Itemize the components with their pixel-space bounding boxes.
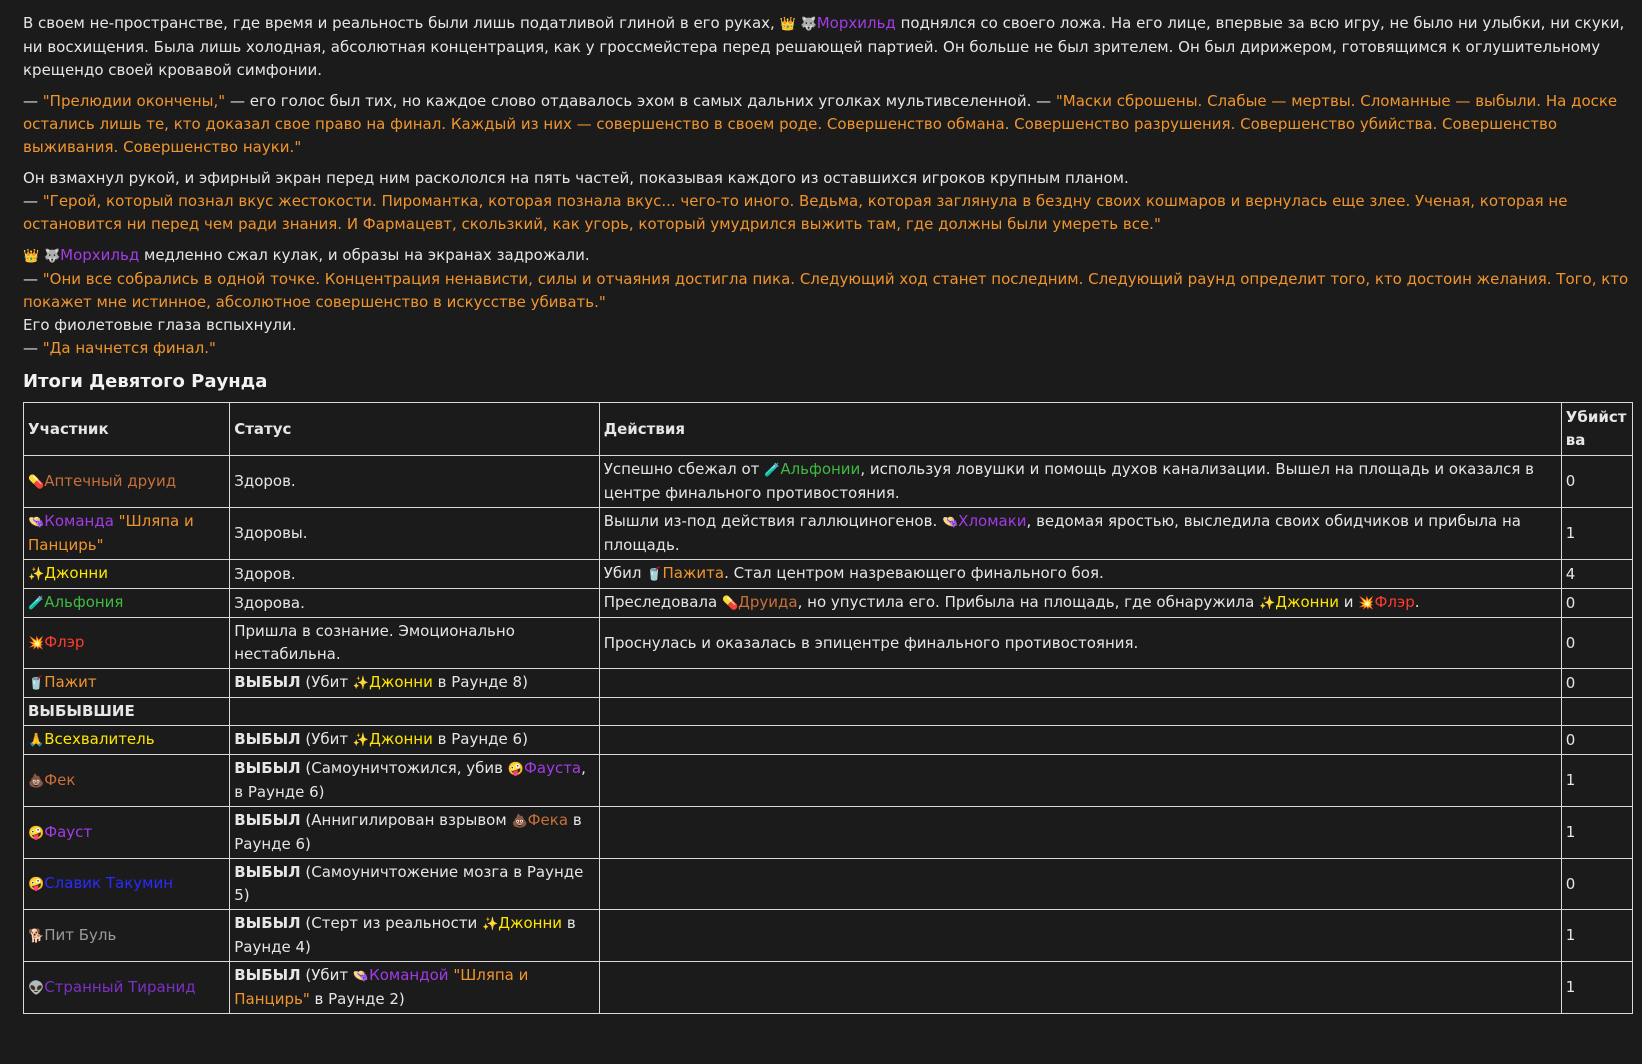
table-row (24, 560, 1633, 589)
sparkles-icon: ✨ (1259, 596, 1276, 611)
story-paragraph-6 (23, 268, 1633, 314)
table-row (24, 859, 1633, 910)
participant-name: Флэр (44, 633, 85, 651)
story-paragraph-8 (23, 337, 1633, 360)
wolf-icon: 🐺 (800, 17, 817, 32)
kills-cell: 0 (1561, 618, 1632, 669)
dash: — (23, 339, 43, 357)
story-p2-mid: — его голос был тих, но каждое слово отдавалось эхом в самых дальних уголках мультивселенной. — (225, 92, 1056, 110)
dog-icon: 🐕 (28, 928, 45, 944)
kills-cell: 1 (1561, 508, 1632, 560)
actions-cell (599, 755, 1561, 807)
table-row (24, 755, 1633, 807)
action-name: Пажита (662, 564, 725, 582)
status-text: (Убит (300, 966, 353, 984)
status-text: (Самоуничтожение мозга в Раунде 5) (234, 863, 584, 904)
action-text: Убил (603, 564, 647, 582)
cup-icon: 🥤 (646, 567, 663, 582)
participant-cell (24, 807, 230, 859)
wolf-icon: 🐺 (43, 249, 61, 264)
participant-name: Фауст (44, 822, 93, 841)
crown-icon: 👑 (23, 249, 40, 264)
praying-hands-icon: 🙏 (28, 733, 45, 748)
sparkles-icon: ✨ (482, 917, 499, 932)
story-p1-before: В своем не-пространстве, где время и реальность были лишь податливой глиной в его руках, (23, 14, 780, 32)
participant-name: Аптечный друид (44, 471, 177, 490)
quote-masks: "Маски сброшены. Слабые — мертвы. Сломанные — выбыли. На доске остались лишь те, кто доказал свое право на финал. Каждый из них — совершенство в своем роде. Совершенство обмана. Совершенство разрушения. Совершенство убийства. Совершенство выживания. Совершенство науки." (23, 92, 1618, 156)
sparkles-icon: ✨ (352, 733, 370, 748)
test-tube-icon: 🧪 (764, 463, 781, 478)
participant-cell (24, 910, 230, 962)
crown-icon: 👑 (779, 17, 796, 32)
status-cell (230, 755, 600, 807)
dash: — (23, 92, 43, 110)
status-eliminated: ВЫБЫЛ (234, 966, 301, 984)
dash: — (23, 270, 43, 288)
action-text: . (1414, 593, 1420, 611)
empty-cell (230, 698, 600, 726)
kills-cell: 4 (1561, 560, 1632, 589)
poop-icon: 💩 (28, 773, 45, 789)
participant-cell (24, 859, 230, 910)
actions-cell (599, 859, 1561, 910)
actions-cell (599, 456, 1561, 508)
story-paragraph-1 (23, 12, 1633, 82)
table-header-row (24, 403, 1633, 456)
table-row (24, 726, 1633, 755)
status-cell: Здоровы. (230, 508, 600, 560)
quote-final: "Да начнется финал." (42, 339, 216, 357)
action-name: Друида (738, 593, 798, 611)
pill-icon: 💊 (721, 596, 739, 611)
participant-name: Альфония (44, 593, 124, 611)
cup-icon: 🥤 (28, 676, 45, 691)
status-text: в Раунде 8) (432, 673, 528, 691)
participant-cell (24, 962, 230, 1014)
status-text: в Раунде 2) (309, 990, 405, 1008)
participant-name: Пит Буль (44, 925, 117, 944)
explosion-icon: 💥 (1358, 596, 1375, 611)
status-eliminated: ВЫБЫЛ (234, 914, 301, 932)
action-text: , ведомая яростью, выследила своих обидчиков и прибыла на площадь. (603, 512, 1522, 554)
story-paragraph-5 (23, 244, 1633, 268)
status-eliminated: ВЫБЫЛ (234, 673, 301, 691)
quote-preludes: "Прелюдии окончены," (42, 92, 226, 110)
participant-name: Славик Такумин (44, 874, 174, 892)
table-title: Итоги Девятого Раунда (23, 371, 268, 392)
kills-cell: 1 (1561, 807, 1632, 859)
status-eliminated: ВЫБЫЛ (234, 863, 301, 881)
actions-cell (599, 962, 1561, 1014)
table-row (24, 962, 1633, 1014)
participant-name: Всехвалитель (44, 730, 155, 748)
section-label: ВЫБЫВШИЕ (24, 698, 230, 726)
status-text: (Аннигилирован взрывом (300, 811, 512, 829)
actions-cell (599, 910, 1561, 962)
header-actions: Действия (599, 403, 1561, 456)
kills-cell: 0 (1561, 456, 1632, 508)
story-paragraph-3: Он взмахнул рукой, и эфирный экран перед ним раскололся на пять частей, показывая каждого из оставшихся игроков крупным планом. (23, 169, 1129, 187)
action-text: . Стал центром назревающего финального боя. (724, 564, 1104, 582)
action-text: , но упустила его. Прибыла на площадь, где обнаружила (797, 593, 1260, 611)
story-paragraph-2 (23, 90, 1633, 159)
table-row (24, 618, 1633, 669)
status-text: (Стерт из реальности (300, 914, 483, 932)
participant-name: Странный Тиранид (44, 977, 196, 996)
pill-icon: 💊 (28, 474, 45, 490)
status-name-suffix: "Шляпа и Панцирь" (234, 966, 529, 1008)
status-cell (230, 859, 600, 910)
status-cell: Пришла в сознание. Эмоционально нестабильна. (230, 618, 600, 669)
kills-cell: 1 (1561, 755, 1632, 807)
action-name: Флэр (1374, 593, 1415, 611)
participant-cell (24, 618, 230, 669)
action-name: Джонни (1275, 593, 1340, 611)
participant-name-suffix: "Шляпа и Панцирь" (28, 512, 194, 554)
actions-cell (599, 726, 1561, 755)
action-name: Альфонии (780, 460, 861, 478)
status-text: в Раунде 6) (234, 811, 582, 853)
table-row (24, 910, 1633, 962)
status-cell (230, 807, 600, 859)
empty-cell (1561, 698, 1632, 726)
action-text: Вышли из-под действия галлюциногенов. (603, 512, 942, 530)
quote-gathered: "Они все собрались в одной точке. Концентрация ненависти, силы и отчаяния достигла пика. Следующий ход станет последним. Следующий раунд определит того, кто достоин желания. Того, кто покажет мне истинное, абсолютное совершенство в искусстве убивать." (23, 270, 1629, 311)
participant-cell (24, 589, 230, 618)
story-p5-after: медленно сжал кулак, и образы на экранах задрожали. (139, 246, 590, 264)
status-text: (Убит (300, 673, 353, 691)
table-row (24, 589, 1633, 618)
actions-cell (599, 560, 1561, 589)
status-name: Джонни (369, 730, 433, 748)
participant-cell (24, 726, 230, 755)
story-paragraph-7: Его фиолетовые глаза вспыхнули. (23, 316, 297, 334)
actions-cell (599, 807, 1561, 859)
actions-cell: Проснулась и оказалась в эпицентре финального противостояния. (599, 618, 1561, 669)
table-row (24, 669, 1633, 698)
status-cell (230, 669, 600, 698)
header-participant: Участник (24, 403, 230, 456)
status-cell (230, 726, 600, 755)
crazy-face-icon: 🤪 (28, 825, 45, 841)
actions-cell (599, 669, 1561, 698)
story-paragraph-4 (23, 190, 1633, 236)
test-tube-icon: 🧪 (28, 596, 45, 611)
participant-name: Пажит (44, 673, 97, 691)
story-p1-after: поднялся со своего ложа. На его лице, впервые за всю игру, не было ни улыбки, ни скуки, ни восхищения. Была лишь холодная, абсолютная концентрация, как у гроссмейстера перед решающей партией. Он больше не был зрителем. Он был дирижером, готовящимся к оглушительному крещендо своей кровавой симфонии. (23, 14, 1625, 79)
sparkles-icon: ✨ (28, 567, 45, 582)
kills-cell: 0 (1561, 726, 1632, 755)
status-cell: Здорова. (230, 589, 600, 618)
quote-heroes: "Герой, который познал вкус жестокости. Пиромантка, которая познала вкус... чего-то иного. Ведьма, которая заглянула в бездну своих кошмаров и вернулась еще злее. Ученая, которая не остановится ни перед чем ради знания. И Фармацевт, скользкий, как угорь, который умудрился выжить там, где должны были умереть все." (23, 192, 1568, 233)
action-text: и (1339, 593, 1359, 611)
kills-cell: 1 (1561, 962, 1632, 1014)
status-name: Фека (527, 811, 569, 829)
kills-cell: 0 (1561, 669, 1632, 698)
status-cell (230, 962, 600, 1014)
morhild-name: Морхильд (816, 14, 896, 32)
hat-icon: 👒 (941, 515, 959, 530)
action-text: Преследовала (603, 593, 722, 611)
crazy-face-icon: 🤪 (28, 877, 45, 892)
status-eliminated: ВЫБЫЛ (234, 730, 301, 748)
status-text: (Самоуничтожился, убив (300, 759, 508, 777)
table-row (24, 807, 1633, 859)
status-eliminated: ВЫБЫЛ (234, 759, 301, 777)
status-text: в Раунде 4) (234, 914, 576, 956)
participant-cell (24, 669, 230, 698)
action-text: , используя ловушки и помощь духов канализации. Вышел на площадь и оказался в центре финального противостояния. (603, 460, 1534, 502)
section-row (24, 698, 1633, 726)
dash: — (23, 192, 43, 210)
morhild-name: Морхильд (60, 246, 140, 264)
table-row (24, 508, 1633, 560)
header-kills: Убийст ва (1561, 403, 1632, 456)
actions-cell (599, 589, 1561, 618)
action-text: Успешно сбежал от (603, 460, 765, 478)
participant-cell (24, 560, 230, 589)
status-text: (Убит (300, 730, 353, 748)
participant-cell (24, 456, 230, 508)
crazy-face-icon: 🤪 (507, 762, 524, 777)
kills-cell: 0 (1561, 859, 1632, 910)
status-text: , в Раунде 6) (234, 759, 586, 801)
participant-cell (24, 508, 230, 560)
table-row (24, 456, 1633, 508)
alien-icon: 👽 (28, 980, 45, 996)
actions-cell (599, 508, 1561, 560)
status-name: Фауста (523, 759, 582, 777)
kills-cell: 0 (1561, 589, 1632, 618)
empty-cell (599, 698, 1561, 726)
participant-name: Фек (44, 770, 76, 789)
sparkles-icon: ✨ (352, 676, 370, 691)
chat-message (23, 12, 1633, 1014)
status-name: Джонни (369, 673, 433, 691)
status-text: в Раунде 6) (432, 730, 528, 748)
status-name: Командой (369, 966, 449, 984)
participant-cell (24, 755, 230, 807)
explosion-icon: 💥 (28, 636, 45, 651)
header-status: Статус (230, 403, 600, 456)
participant-name: Джонни (44, 564, 108, 582)
status-cell (230, 910, 600, 962)
hat-icon: 👒 (352, 969, 370, 984)
poop-icon: 💩 (511, 814, 528, 829)
status-name: Джонни (498, 914, 563, 932)
hat-icon: 👒 (28, 515, 45, 530)
status-cell: Здоров. (230, 560, 600, 589)
kills-cell: 1 (1561, 910, 1632, 962)
participant-name: Команда (44, 512, 114, 530)
results-table (23, 402, 1633, 1014)
status-eliminated: ВЫБЫЛ (234, 811, 301, 829)
action-name: Хломаки (958, 512, 1027, 530)
status-cell: Здоров. (230, 456, 600, 508)
